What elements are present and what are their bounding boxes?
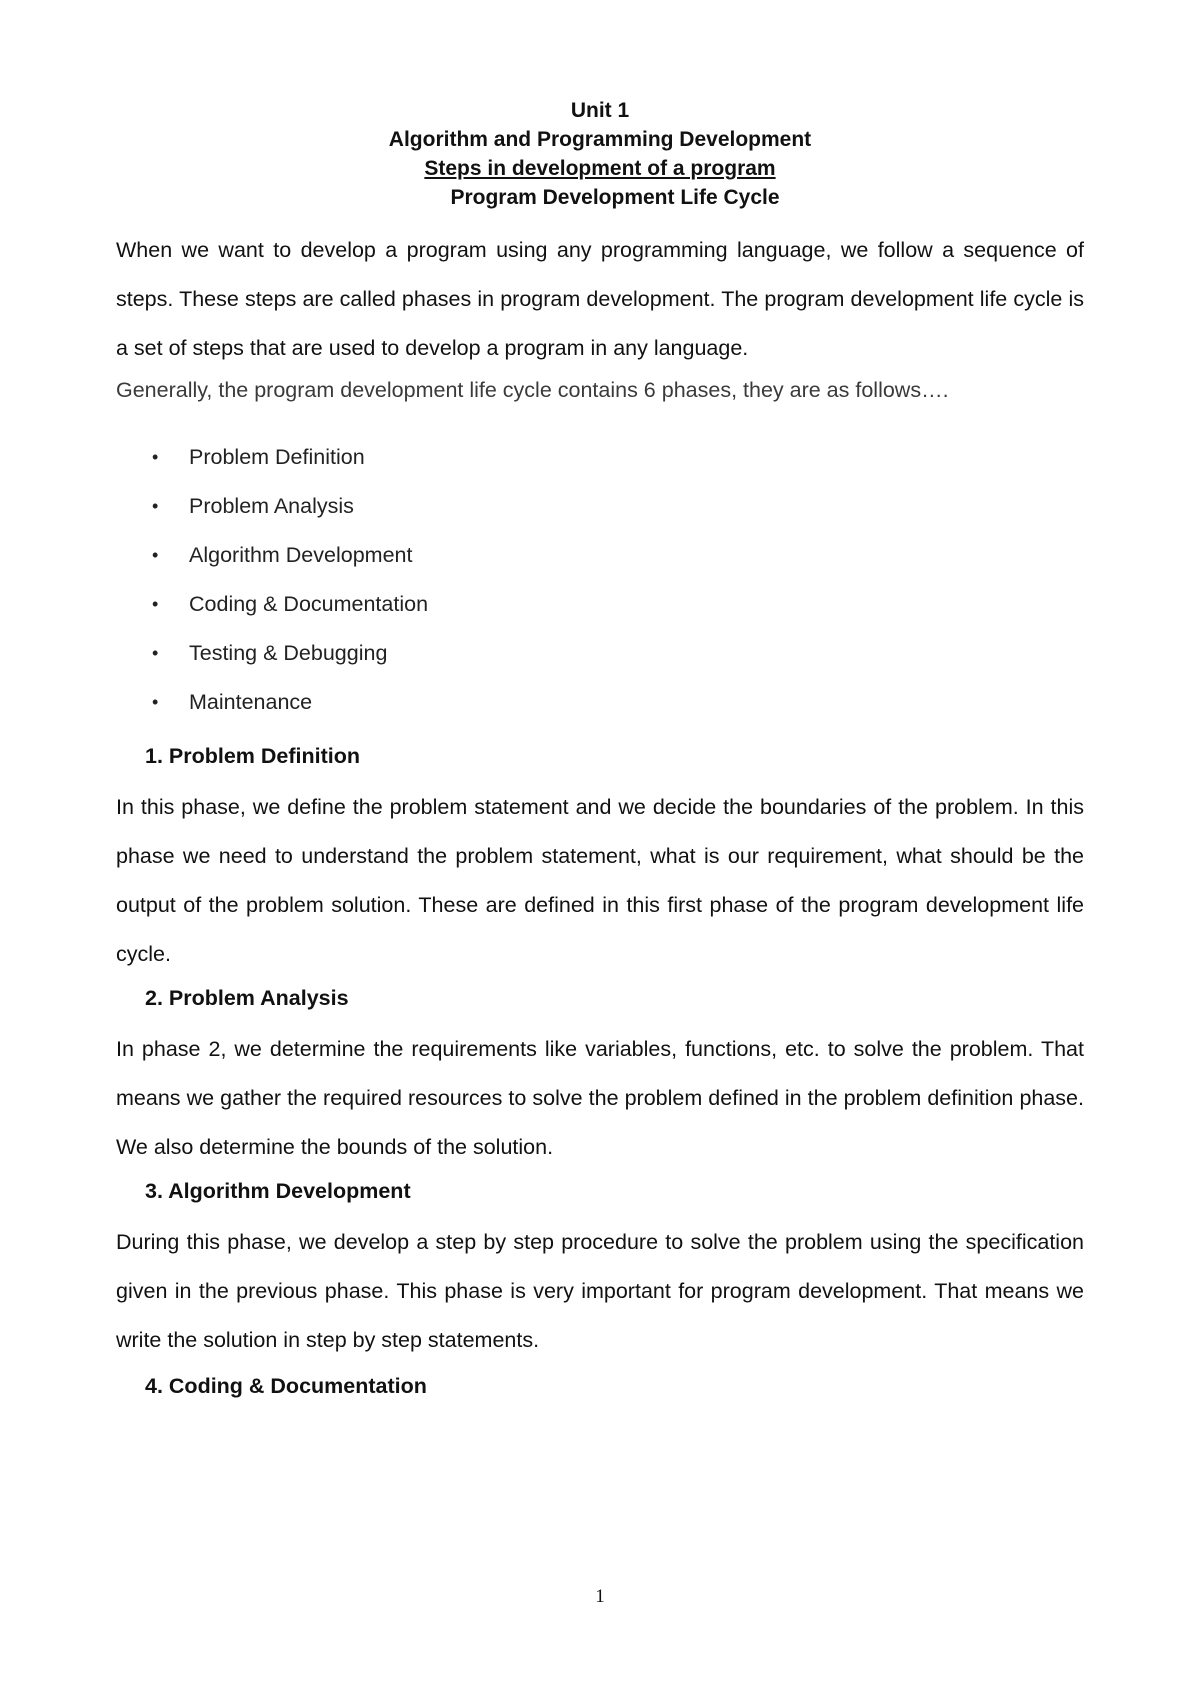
unit-label: Unit 1: [570, 99, 630, 122]
intro-paragraph: When we want to develop a program using any programming language, we follow a sequence of steps. These steps are called phases in program development. The program development life cycle is a set of steps that are used to develop a program in any language.: [116, 238, 1084, 360]
phase-label: Algorithm Development: [189, 543, 413, 567]
document-subtitle: Program Development Life Cycle: [450, 186, 780, 209]
underlined-heading: Steps in development of a program: [424, 157, 776, 180]
section-heading-algorithm-development: 3. Algorithm Development: [145, 1179, 411, 1203]
phase-label: Problem Analysis: [189, 494, 354, 518]
list-item: [116, 433, 1084, 482]
page-number: 1: [595, 1586, 605, 1607]
phase-list: [116, 433, 1084, 727]
list-item: [116, 531, 1084, 580]
list-item: [116, 678, 1084, 727]
bullet-icon: •: [152, 545, 159, 565]
phase-label: Testing & Debugging: [189, 641, 388, 665]
section-heading-coding-documentation: 4. Coding & Documentation: [145, 1374, 427, 1398]
bullet-icon: •: [152, 594, 159, 614]
section-heading-problem-definition: 1. Problem Definition: [145, 744, 361, 768]
section-heading-problem-analysis: 2. Problem Analysis: [145, 986, 349, 1010]
page-content: [116, 96, 1084, 1401]
phase-label: Problem Definition: [189, 445, 365, 469]
document-title: Algorithm and Programming Development: [388, 128, 812, 151]
bullet-icon: •: [152, 643, 159, 663]
phase-label: Coding & Documentation: [189, 592, 429, 616]
phase-label: Maintenance: [189, 690, 313, 714]
list-item: [116, 629, 1084, 678]
section-body-problem-analysis: In phase 2, we determine the requirements like variables, functions, etc. to solve the problem. That means we gather the required resources to solve the problem defined in the problem definition phase. We also determine the bounds of the solution.: [116, 1037, 1084, 1159]
title-block: [116, 96, 1084, 212]
list-item: [116, 580, 1084, 629]
bullet-icon: •: [152, 447, 159, 467]
section-body-problem-definition: In this phase, we define the problem statement and we decide the boundaries of the problem. In this phase we need to understand the problem statement, what is our requirement, what should be the output of the problem solution. These are defined in this first phase of the program development life cycle.: [116, 795, 1084, 966]
bullet-icon: •: [152, 692, 159, 712]
list-item: [116, 482, 1084, 531]
intro-lead: Generally, the program development life cycle contains 6 phases, they are as follows….: [116, 378, 949, 402]
bullet-icon: •: [152, 496, 159, 516]
section-body-algorithm-development: During this phase, we develop a step by step procedure to solve the problem using the specification given in the previous phase. This phase is very important for program development. That means we write the solution in step by step statements.: [116, 1230, 1084, 1352]
